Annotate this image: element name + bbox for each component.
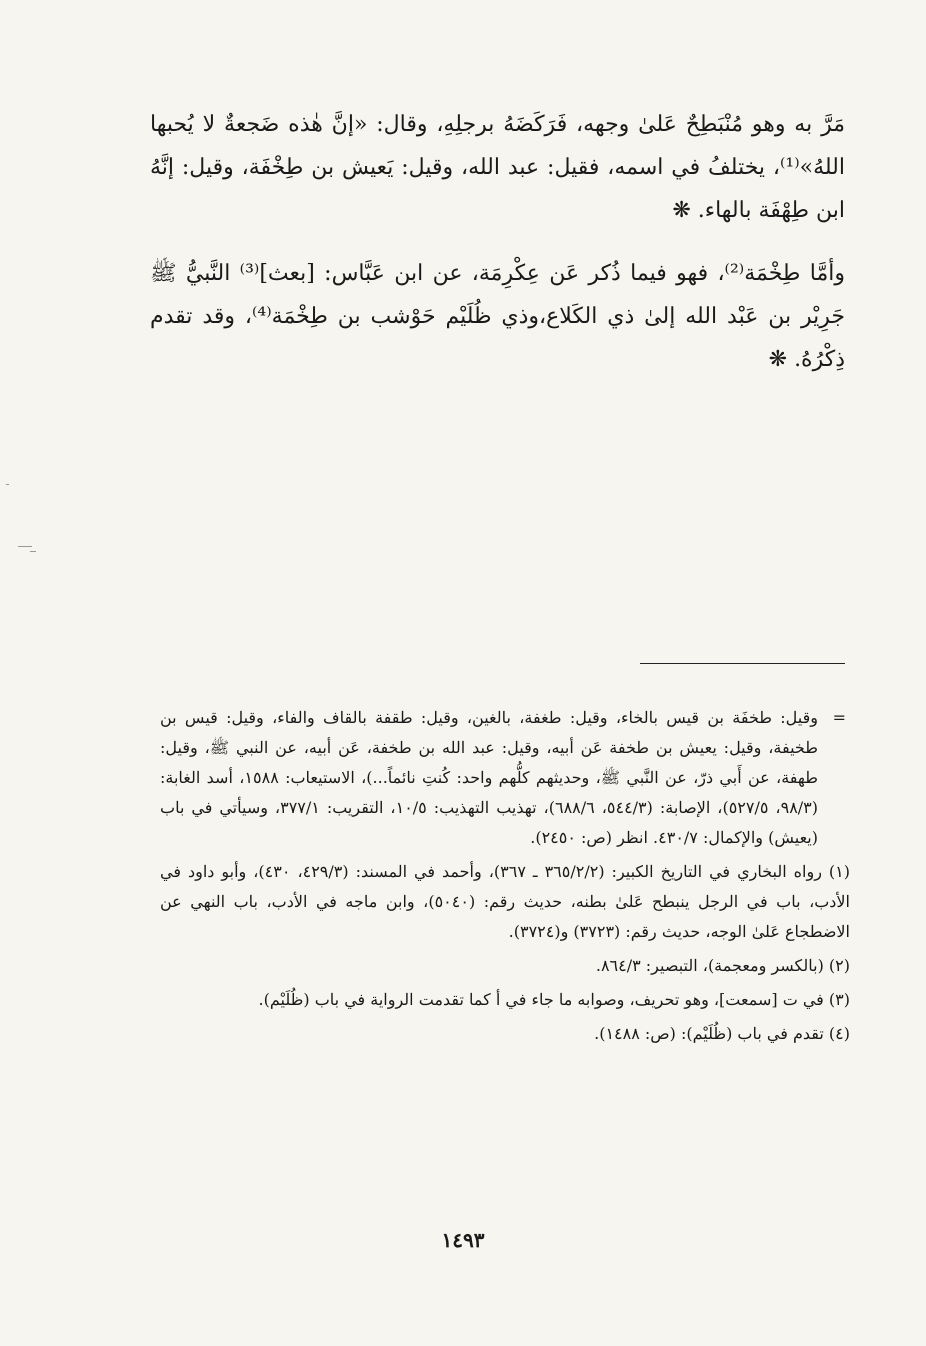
footnote-3: (٣) في ت [سمعت]، وهو تحريف، وصوابه ما جاء في أ كما تقدمت الرواية في باب (ظُلَيْم). bbox=[258, 990, 850, 1009]
footnote-1: (١) رواه البخاري في التاريخ الكبير: (٣٦٥/٢/٢ ـ ٣٦٧)، وأحمد في المسند: (٤٢٩/٣، ٤٣٠)، وأبو داود في الأدب، باب في الرجل ينبطح عَلىٰ بطنه، حديث رقم: (٥٠٤٠)، وابن ماجه في الأدب، باب النهي عن الاضطجاع عَلىٰ الوجه، حديث رقم: (٣٧٢٣) و(٣٧٢٤). bbox=[160, 862, 851, 941]
footnotes bbox=[160, 703, 850, 1049]
footnote-4: (٤) تقدم في باب (ظُلَيْم): (ص: ١٤٨٨). bbox=[594, 1024, 850, 1043]
footnote-continued-text: وقيل: طخفَة بن قيس بالخاء، وقيل: طغفة، بالغين، وقيل: طقفة بالقاف والفاء، وقيل: قيس بن طخيفة، وقيل: يعيش بن طخفة عَن أبيه، وقيل: عبد الله بن طخفة، عَن أبيه، عن النبي ﷺ، وقيل: طهفة، عن أَبي ذرّ، عن النَّبي ﷺ، وحديثهم كلُّهم واحد: كُنتِ نائماً...)، الاستيعاب: ١٥٨٨، أسد الغابة: (٩٨/٣، ٥٢٧/٥)، الإصابة: (٥٤٤/٣، ٦٨٨/٦)، تهذيب التهذيب: ١٠/٥، التقريب: ٣٧٧/١، وسيأتي في باب (يعيش) والإكمال: ٤٣٠/٧. انظر (ص: ٢٤٥٠). bbox=[160, 708, 819, 847]
continuation-marker: = bbox=[832, 708, 846, 727]
page-number: ١٤٩٣ bbox=[441, 1228, 485, 1252]
scan-speck bbox=[6, 484, 9, 485]
footnote-2: (٢) (بالكسر ومعجمة)، التبصير: ٨٦٤/٣. bbox=[595, 956, 850, 975]
main-paragraph-1: مَرَّ به وهو مُنْبَطِحٌ عَلىٰ وجهه، فَرَكَضَهُ برجلِهِ، وقال: «إنَّ هٰذه ضَجعةٌ لا يُحبها اللهُ»⁽¹⁾، يختلفُ في اسمه، فقيل: عبد الله، وقيل: يَعيش بن طِخْفَة، وقيل: إنَّهُ ابن طِهْفَة بالهاء. ❋ bbox=[150, 112, 845, 223]
main-paragraph-2: وأمَّا طِخْمَة⁽²⁾، فهو فيما ذُكر عَن عِكْرِمَة، عن ابن عَبَّاس: [بعث]⁽³⁾ النَّبيُّ ﷺ جَرِيْر بن عَبْد الله إلىٰ ذي الكَلاع،وذي ظُلَيْم حَوْشب بن طِخْمَة⁽⁴⁾، وقد تقدم ذِكْرُهُ. ❋ bbox=[150, 261, 845, 372]
scan-speck bbox=[30, 551, 36, 552]
footnote-divider bbox=[640, 663, 845, 664]
footnote-continued bbox=[160, 703, 850, 853]
scan-speck bbox=[18, 546, 32, 547]
main-text bbox=[150, 103, 845, 381]
